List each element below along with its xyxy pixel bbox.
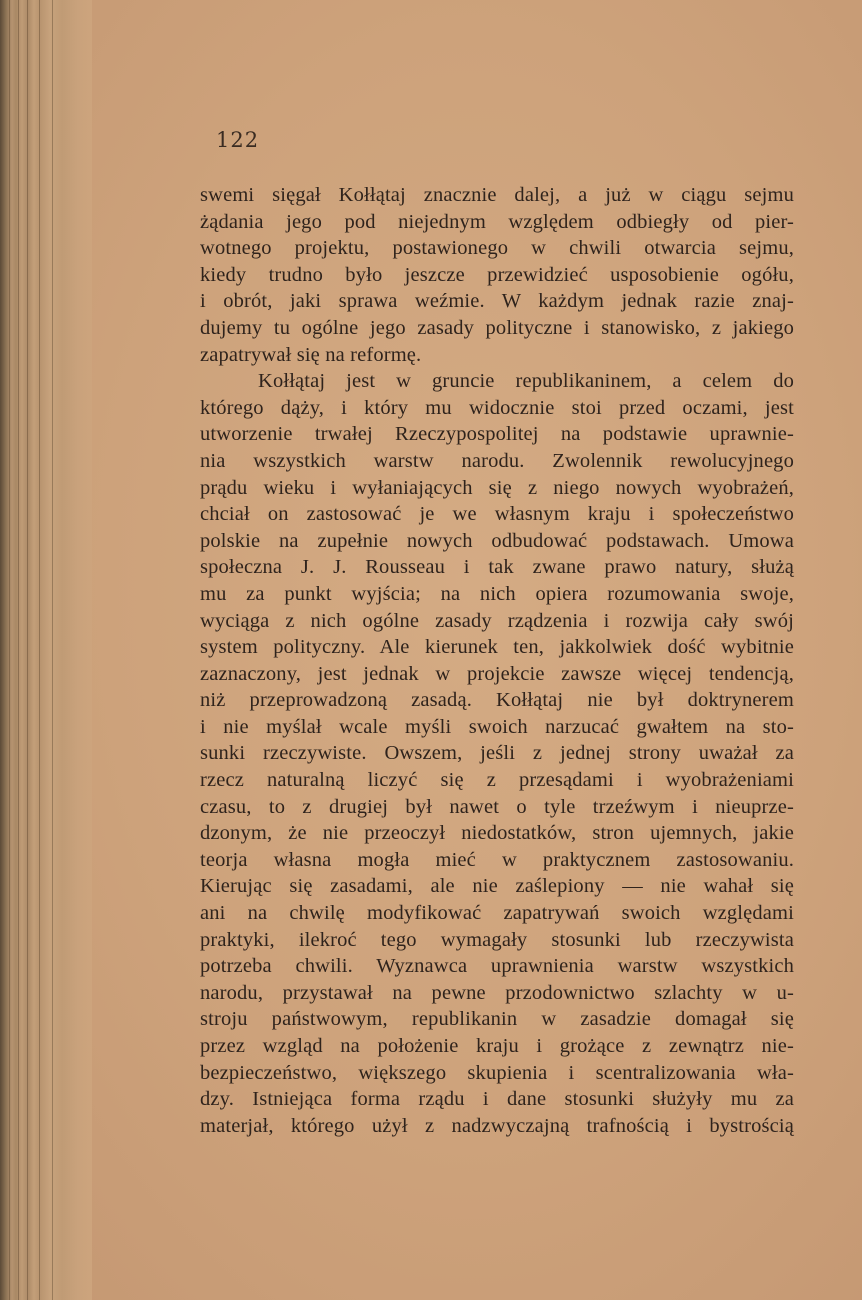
text-line: kiedy trudno było jeszcze przewidzieć usposobienie ogółu, <box>200 263 794 286</box>
text-line: wotnego projektu, postawionego w chwili otwarcia sejmu, <box>200 237 794 260</box>
text-line: praktyki, ilekroć tego wymagały stosunki lub rzeczywista <box>200 928 794 951</box>
text-line: bezpieczeństwo, większego skupienia i scentralizowania wła- <box>200 1061 794 1084</box>
text-line: teorja własna mogła mieć w praktycznem zastosowaniu. <box>200 848 794 871</box>
text-line: i obrót, jaki sprawa weźmie. W każdym jednak razie znaj- <box>200 290 794 313</box>
text-line: i nie myślał wcale myśli swoich narzucać gwałtem na sto- <box>200 715 794 738</box>
text-line: potrzeba chwili. Wyznawca uprawnienia warstw wszystkich <box>200 955 794 978</box>
text-line: prądu wieku i wyłaniających się z niego nowych wyobrażeń, <box>200 476 794 499</box>
text-line: polskie na zupełnie nowych odbudować podstawach. Umowa <box>200 529 794 552</box>
text-line: system polityczny. Ale kierunek ten, jakkolwiek dość wybitnie <box>200 636 794 659</box>
text-line: czasu, to z drugiej był nawet o tyle trzeźwym i nieuprze- <box>200 795 794 818</box>
text-line: którego dąży, i który mu widocznie stoi przed oczami, jest <box>200 396 794 419</box>
text-line: sunki rzeczywiste. Owszem, jeśli z jednej strony uważał za <box>200 742 794 765</box>
text-line: dzonym, że nie przeoczył niedostatków, stron ujemnych, jakie <box>200 822 794 845</box>
binding-line <box>39 0 40 1300</box>
text-line: wyciąga z nich ogólne zasady rządzenia i rozwija cały swój <box>200 609 794 632</box>
text-line: żądania jego pod niejednym względem odbiegły od pier- <box>200 210 794 233</box>
text-line: nia wszystkich warstw narodu. Zwolennik rewolucyjnego <box>200 449 794 472</box>
binding-line <box>9 0 10 1300</box>
paragraph-first-line: Kołłątaj jest w gruncie republikaninem, a celem do <box>258 370 794 393</box>
text-line: Kierując się zasadami, ale nie zaślepiony — nie wahał się <box>200 875 794 898</box>
text-line: dujemy tu ogólne jego zasady polityczne i stanowisko, z jakiego <box>200 316 794 339</box>
book-binding-edge <box>0 0 92 1300</box>
text-line: swemi sięgał Kołłątaj znacznie dalej, a już w ciągu sejmu <box>200 184 794 206</box>
text-line: utworzenie trwałej Rzeczypospolitej na podstawie uprawnie- <box>200 423 794 446</box>
text-line: przez wzgląd na położenie kraju i grożące z zewnątrz nie- <box>200 1035 794 1057</box>
text-line: chciał on zastosować je we własnym kraju i społeczeństwo <box>200 503 794 526</box>
body-text <box>200 182 794 1139</box>
binding-line <box>52 0 53 1300</box>
page-number: 122 <box>216 128 260 152</box>
text-line: mu za punkt wyjścia; na nich opiera rozumowania swoje, <box>200 582 794 605</box>
binding-line <box>27 0 28 1300</box>
text-line: niż przeprowadzoną zasadą. Kołłątaj nie był doktrynerem <box>200 689 794 712</box>
text-line: rzecz naturalną liczyć się z przesądami i wyobrażeniami <box>200 769 794 792</box>
text-line: materjał, którego użył z nadzwyczajną trafnością i bystrością <box>200 1114 794 1137</box>
text-line: zaznaczony, jest jednak w projekcie zawsze więcej tendencją, <box>200 662 794 685</box>
text-line: społeczna J. J. Rousseau i tak zwane prawo natury, służą <box>200 556 794 579</box>
text-line: stroju państwowym, republikanin w zasadzie domagał się <box>200 1008 794 1031</box>
binding-line <box>18 0 19 1300</box>
text-line: ani na chwilę modyfikować zapatrywań swoich względami <box>200 902 794 925</box>
text-line: dzy. Istniejąca forma rządu i dane stosunki służyły mu za <box>200 1088 794 1111</box>
paragraph-end-line: zapatrywał się na reformę. <box>200 343 422 366</box>
text-line: narodu, przystawał na pewne przodownictwo szlachty w u- <box>200 981 794 1004</box>
